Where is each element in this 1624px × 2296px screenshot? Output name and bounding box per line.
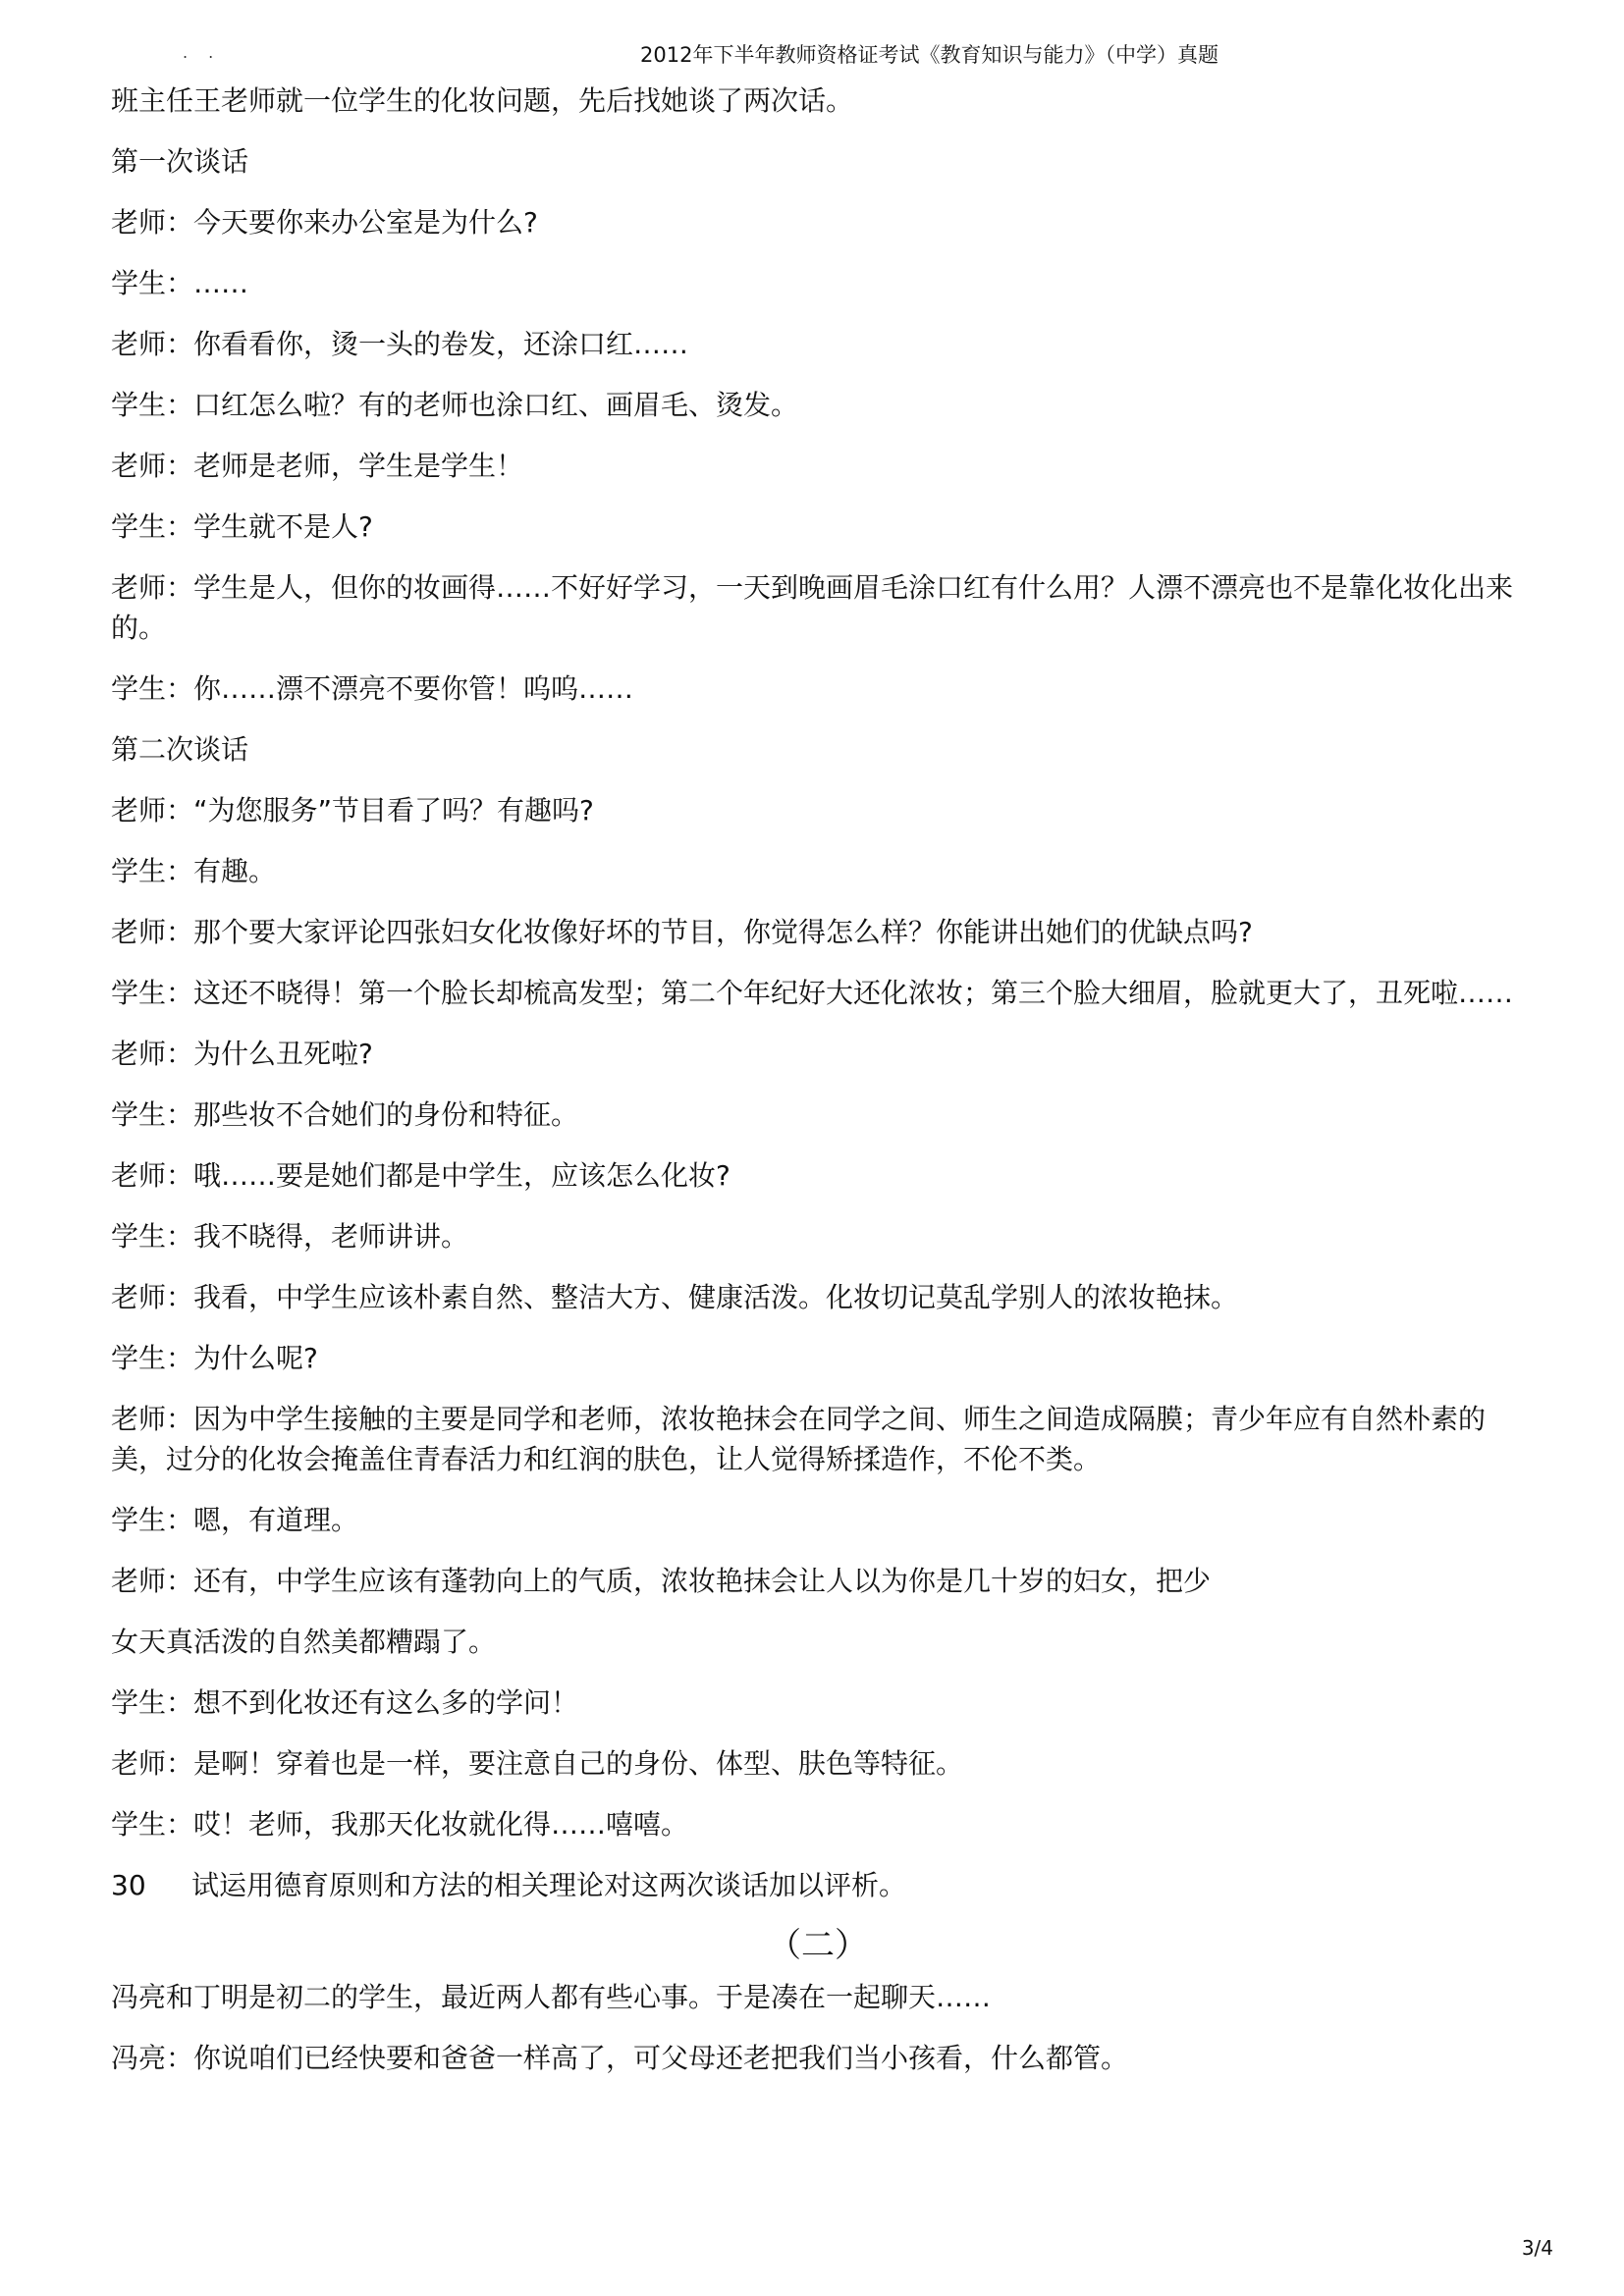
dialogue-line <box>111 324 1525 364</box>
speaker-label: 老师： <box>111 1159 194 1192</box>
speaker-label: 学生： <box>111 855 194 887</box>
dialogue-line <box>111 2038 1525 2078</box>
line-text: 女天真活泼的自然美都糟蹋了。 <box>111 1626 497 1658</box>
speaker-label: 老师： <box>111 206 194 239</box>
line-text: “为您服务”节目看了吗？有趣吗? <box>193 794 594 827</box>
speaker-label: 学生： <box>111 1220 194 1253</box>
speaker-label: 老师： <box>111 571 194 604</box>
dialogue-line <box>111 851 1525 891</box>
intro-paragraph: 班主任王老师就一位学生的化妆问题，先后找她谈了两次话。 <box>111 84 854 117</box>
line-text: …… <box>193 267 249 299</box>
dialogue-line <box>111 973 1525 1013</box>
dialogue-line <box>111 385 1525 425</box>
line-text: 你说咱们已经快要和爸爸一样高了，可父母还老把我们当小孩看，什么都管。 <box>193 2042 1129 2074</box>
document-body <box>111 80 1525 2099</box>
line-text: 你看看你，烫一头的卷发，还涂口红…… <box>193 328 689 360</box>
speaker-label: 学生： <box>111 977 194 1009</box>
dialogue-line <box>111 1743 1525 1784</box>
dialogue-line <box>111 1155 1525 1196</box>
speaker-label: 老师： <box>111 1038 194 1070</box>
dialogue-line <box>111 912 1525 952</box>
speaker-label: 学生： <box>111 1342 194 1374</box>
line-text: 这还不晓得！第一个脸长却梳高发型；第二个年纪好大还化浓妆；第三个脸大细眉，脸就更大了，丑死啦…… <box>193 977 1514 1009</box>
section-two-intro: 冯亮和丁明是初二的学生，最近两人都有些心事。于是凑在一起聊天…… <box>111 1981 992 2013</box>
header-dots: . . <box>183 43 222 62</box>
section-two-title: （二） <box>768 1926 868 1965</box>
dialogue-line <box>111 1338 1525 1378</box>
speaker-label: 学生： <box>111 267 194 299</box>
dialogue-line <box>111 1622 1525 1662</box>
speaker-label: 学生： <box>111 672 194 705</box>
dialogue-line <box>111 1682 1525 1723</box>
section-two-dialogue <box>111 2038 1525 2078</box>
dialogue-line <box>111 202 1525 242</box>
speaker-label: 老师： <box>111 328 194 360</box>
talk1-heading: 第一次谈话 <box>111 145 249 178</box>
line-text: 想不到化妆还有这么多的学问！ <box>193 1686 579 1719</box>
line-text: 嗯，有道理。 <box>193 1504 359 1536</box>
dialogue-line <box>111 1561 1525 1601</box>
speaker-label: 老师： <box>111 1281 194 1313</box>
line-text: 老师是老师，学生是学生！ <box>193 450 524 482</box>
line-text: 那些妆不合她们的身份和特征。 <box>193 1098 579 1131</box>
running-header: 2012年下半年教师资格证考试《教育知识与能力》（中学）真题 <box>640 43 1218 67</box>
question-text: 试运用德育原则和方法的相关理论对这两次谈话加以评析。 <box>191 1869 907 1901</box>
line-text: 还有，中学生应该有蓬勃向上的气质，浓妆艳抹会让人以为你是几十岁的妇女，把少 <box>193 1565 1212 1597</box>
line-text: 今天要你来办公室是为什么? <box>193 206 538 239</box>
speaker-label: 学生： <box>111 1098 194 1131</box>
line-text: 哎！老师，我那天化妆就化得……嘻嘻。 <box>193 1808 689 1841</box>
line-text: 有趣。 <box>193 855 277 887</box>
line-text: 为什么丑死啦? <box>193 1038 373 1070</box>
line-text: 学生是人，但你的妆画得……不好好学习，一天到晚画眉毛涂口红有什么用？人漂不漂亮也不是靠化妆化出来的。 <box>111 571 1514 644</box>
line-text: 是啊！穿着也是一样，要注意自己的身份、体型、肤色等特征。 <box>193 1747 964 1780</box>
dialogue-line <box>111 567 1525 648</box>
speaker-label: 学生： <box>111 1686 194 1719</box>
speaker-label: 学生： <box>111 1504 194 1536</box>
speaker-label: 学生： <box>111 1808 194 1841</box>
dialogue-line <box>111 1399 1525 1479</box>
line-text: 为什么呢? <box>193 1342 318 1374</box>
speaker-label: 老师： <box>111 1403 194 1435</box>
question-30 <box>111 1865 1525 1905</box>
line-text: 因为中学生接触的主要是同学和老师，浓妆艳抹会在同学之间、师生之间造成隔膜；青少年应有自然朴素的美，过分的化妆会掩盖住青春活力和红润的肤色，让人觉得矫揉造作，不伦不类。 <box>111 1403 1487 1475</box>
line-text: 你……漂不漂亮不要你管！呜呜…… <box>193 672 634 705</box>
page-number: 3/4 <box>1521 2236 1553 2260</box>
line-text: 口红怎么啦？有的老师也涂口红、画眉毛、烫发。 <box>193 389 799 421</box>
dialogue-line <box>111 1500 1525 1540</box>
line-text: 哦……要是她们都是中学生，应该怎么化妆? <box>193 1159 731 1192</box>
talk2-heading: 第二次谈话 <box>111 733 249 766</box>
dialogue-line <box>111 1216 1525 1256</box>
dialogue-line <box>111 446 1525 486</box>
speaker-label: 老师： <box>111 1565 194 1597</box>
line-text: 我不晓得，老师讲讲。 <box>193 1220 469 1253</box>
dialogue-line <box>111 1034 1525 1074</box>
line-text: 那个要大家评论四张妇女化妆像好坏的节目，你觉得怎么样？你能讲出她们的优缺点吗? <box>193 916 1253 948</box>
line-text: 我看，中学生应该朴素自然、整洁大方、健康活泼。化妆切记莫乱学别人的浓妆艳抹。 <box>193 1281 1239 1313</box>
speaker-label: 学生： <box>111 510 194 543</box>
dialogue-line <box>111 507 1525 547</box>
dialogue-line <box>111 263 1525 303</box>
dialogue-line <box>111 1277 1525 1317</box>
speaker-label: 老师： <box>111 1747 194 1780</box>
dialogue-line <box>111 790 1525 830</box>
dialogue-line <box>111 668 1525 709</box>
speaker-label: 老师： <box>111 450 194 482</box>
talk2-dialogue <box>111 790 1525 1844</box>
dialogue-line <box>111 1095 1525 1135</box>
speaker-label: 学生： <box>111 389 194 421</box>
speaker-label: 老师： <box>111 794 194 827</box>
line-text: 学生就不是人? <box>193 510 373 543</box>
speaker-label: 冯亮： <box>111 2042 194 2074</box>
dialogue-line <box>111 1804 1525 1844</box>
question-number: 30 <box>111 1869 146 1901</box>
talk1-dialogue <box>111 202 1525 709</box>
speaker-label: 老师： <box>111 916 194 948</box>
